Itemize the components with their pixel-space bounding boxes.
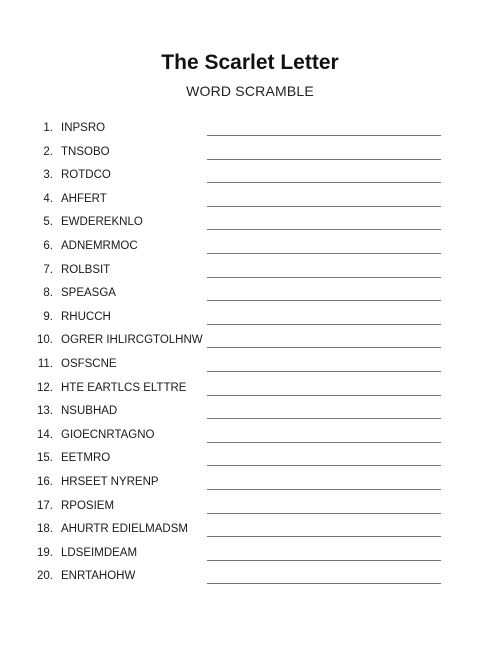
list-item (0, 283, 500, 307)
scrambled-word: EETMRO (61, 452, 111, 465)
item-number: 1. (43, 122, 53, 134)
list-item (0, 236, 500, 260)
list-item (0, 472, 500, 496)
item-number: 9. (43, 310, 53, 323)
answer-line (207, 347, 441, 348)
item-number: 8. (43, 287, 53, 300)
answer-line (207, 418, 441, 419)
item-number: 18. (37, 523, 53, 536)
item-number: 7. (43, 263, 53, 276)
scrambled-word: HRSEET NYRENP (61, 475, 159, 488)
answer-line (207, 465, 441, 466)
scrambled-word: NSUBHAD (61, 405, 118, 418)
answer-line (207, 277, 441, 278)
list-item (0, 519, 500, 543)
list-item (0, 165, 500, 189)
item-number: 13. (37, 405, 53, 418)
scrambled-word: SPEASGA (61, 287, 116, 300)
scrambled-word: RPOSIEM (61, 499, 115, 512)
list-item (0, 330, 500, 354)
item-number: 17. (37, 499, 53, 512)
page-title: The Scarlet Letter (161, 51, 339, 74)
list-item (0, 118, 500, 142)
list-item (0, 448, 500, 472)
answer-line (207, 135, 441, 136)
list-item (0, 354, 500, 378)
scrambled-word: TNSOBO (61, 145, 110, 158)
scrambled-word: LDSEIMDEAM (61, 546, 138, 559)
scrambled-word: GIOECNRTAGNO (61, 428, 155, 441)
item-number: 16. (37, 475, 53, 488)
item-number: 4. (43, 192, 53, 205)
scrambled-word: EWDEREKNLO (61, 216, 143, 229)
list-item (0, 425, 500, 449)
answer-line (207, 300, 441, 301)
puzzle-list (0, 118, 500, 590)
list-item (0, 378, 500, 402)
scrambled-word: ENRTAHOHW (61, 570, 136, 583)
scrambled-word: ROTDCO (61, 169, 111, 182)
scrambled-word: HTE EARTLCS ELTTRE (61, 381, 187, 394)
list-item (0, 566, 500, 590)
page-subtitle: WORD SCRAMBLE (186, 83, 314, 99)
scrambled-word: RHUCCH (61, 310, 111, 323)
list-item (0, 307, 500, 331)
answer-line (207, 513, 441, 514)
scrambled-word: OSFSCNE (61, 357, 117, 370)
list-item (0, 260, 500, 284)
item-number: 19. (37, 546, 53, 559)
answer-line (207, 253, 441, 254)
scrambled-word: AHFERT (61, 192, 107, 205)
answer-line (207, 489, 441, 490)
item-number: 10. (37, 334, 53, 347)
answer-line (207, 583, 441, 584)
answer-line (207, 324, 441, 325)
answer-line (207, 395, 441, 396)
answer-line (207, 371, 441, 372)
list-item (0, 212, 500, 236)
list-item (0, 543, 500, 567)
item-number: 14. (37, 428, 53, 441)
item-number: 11. (37, 357, 53, 370)
scrambled-word: INPSRO (61, 122, 106, 134)
answer-line (207, 206, 441, 207)
answer-line (207, 229, 441, 230)
item-number: 5. (43, 216, 53, 229)
scrambled-word: AHURTR EDIELMADSM (61, 523, 188, 536)
scrambled-word: ADNEMRMOC (61, 239, 138, 252)
answer-line (207, 442, 441, 443)
answer-line (207, 560, 441, 561)
scrambled-word: ROLBSIT (61, 263, 111, 276)
answer-line (207, 536, 441, 537)
answer-line (207, 159, 441, 160)
item-number: 12. (37, 381, 53, 394)
answer-line (207, 182, 441, 183)
item-number: 3. (43, 169, 53, 182)
item-number: 2. (43, 145, 53, 158)
item-number: 20. (37, 570, 53, 583)
item-number: 15. (37, 452, 53, 465)
list-item (0, 496, 500, 520)
scrambled-word: OGRER IHLIRCGTOLHNW (61, 334, 203, 347)
list-item (0, 142, 500, 166)
list-item (0, 401, 500, 425)
item-number: 6. (43, 239, 53, 252)
list-item (0, 189, 500, 213)
